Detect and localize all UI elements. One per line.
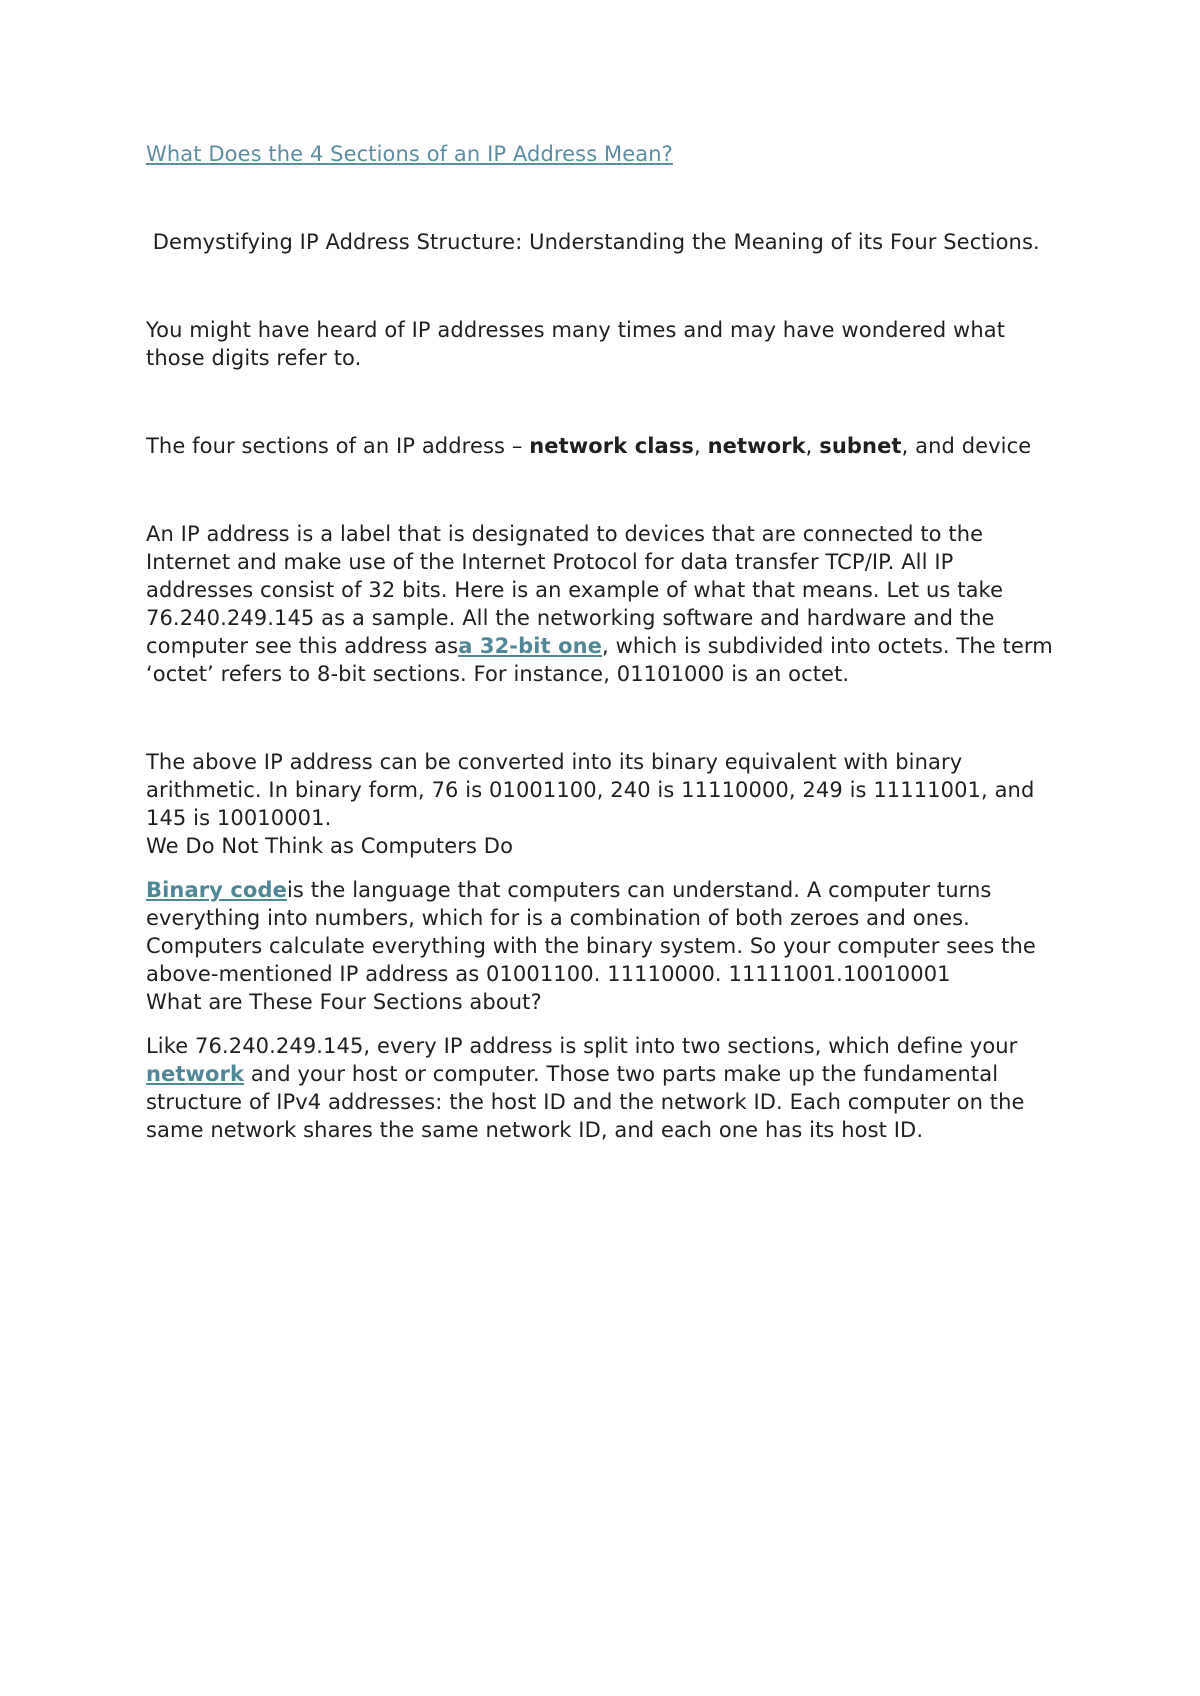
binary-code-text: is the language that computers can understand. A computer turns everything into numbers, which for is a combination of both zeroes and ones. Computers calculate everything with the binary system. So your computer sees the above-mentioned IP address as 01001100. 11110000. 11111001.10010001: [146, 878, 1036, 986]
ip-definition-paragraph: [146, 520, 1066, 688]
binary-code-paragraph: [146, 876, 1066, 988]
sections-text: Like 76.240.249.145, every IP address is split into two sections, which define your: [146, 1034, 1018, 1058]
four-sections-paragraph: [146, 432, 1066, 460]
term-network-class: network class: [529, 434, 695, 458]
ip-definition-text: An IP address is a label that is designated to devices that are connected to the Internet and make use of the Internet Protocol for data transfer TCP/IP. All IP addresses consist of 32 bits. Here is an example of what that means. Let us take 76.240.249.145 as a sample. All the networking software and hardware and the computer see this address as: [146, 522, 1004, 658]
binary-code-link[interactable]: Binary code: [146, 878, 287, 902]
term-subnet: subnet: [819, 434, 902, 458]
heading-computers: We Do Not Think as Computers Do: [146, 834, 514, 858]
ip-definition-text-end: , which is subdivided into octets. The term ‘octet’ refers to 8-bit sections. For instance, 01101000 is an octet.: [146, 634, 1053, 686]
term-network: network: [707, 434, 806, 458]
document-body: [146, 140, 1066, 1144]
intro-paragraph: You might have heard of IP addresses many times and may have wondered what those digits refer to.: [146, 318, 1006, 370]
sections-paragraph: [146, 1032, 1066, 1144]
four-sections-suffix: , and device: [901, 434, 1032, 458]
sections-text-end: and your host or computer. Those two parts make up the fundamental structure of IPv4 addresses: the host ID and the network ID. Each computer on the same network shares the same network ID, and each one has its host ID.: [146, 1062, 1025, 1142]
heading-sections: What are These Four Sections about?: [146, 990, 542, 1014]
four-sections-prefix: The four sections of an IP address –: [146, 434, 530, 458]
32-bit-link[interactable]: a 32-bit one: [458, 634, 603, 658]
binary-conversion-paragraph: The above IP address can be converted into its binary equivalent with binary arithmetic. In binary form, 76 is 01001100, 240 is 11110000, 249 is 11111001, and 145 is 10010001.: [146, 750, 1035, 830]
subtitle: Demystifying IP Address Structure: Understanding the Meaning of its Four Sections.: [146, 230, 1040, 254]
four-sections-sep1: ,: [694, 434, 708, 458]
title-paragraph: [146, 140, 1066, 168]
network-link[interactable]: network: [146, 1062, 245, 1086]
four-sections-sep2: ,: [805, 434, 820, 458]
title-link[interactable]: What Does the 4 Sections of an IP Address Mean?: [146, 142, 673, 166]
